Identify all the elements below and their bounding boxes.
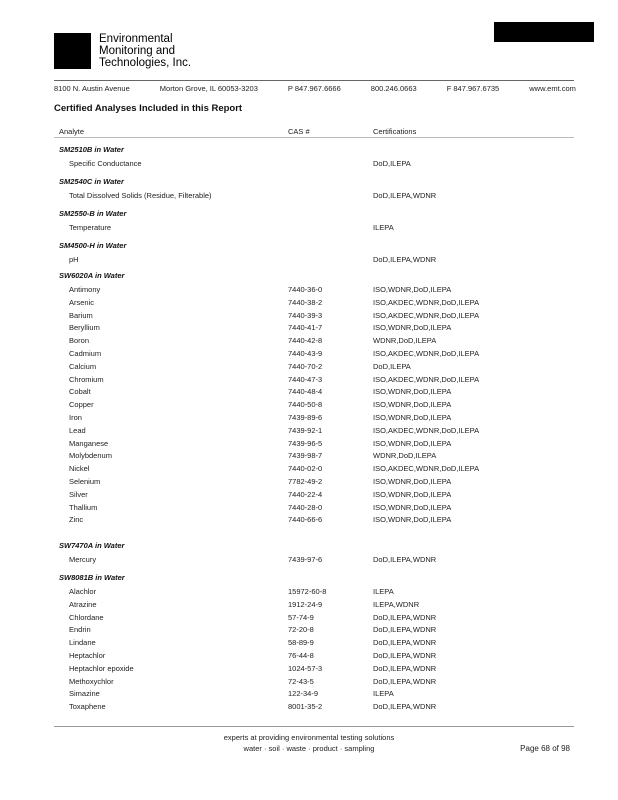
method-section-title: SM2510B in Water [59, 145, 124, 154]
cas-cell: 122-34-9 [288, 689, 319, 699]
table-row [0, 651, 618, 664]
company-logo [54, 33, 91, 69]
analyte-cell: Nickel [69, 464, 90, 474]
contact-city: Morton Grove, IL 60053-3203 [159, 84, 258, 93]
analyte-cell: Temperature [69, 223, 112, 232]
footer-services: water · soil · waste · product · sampling [243, 744, 375, 753]
table-row [0, 503, 618, 516]
certifications-cell: DoD,ILEPA,WDNR [373, 555, 437, 564]
certifications-cell: DoD,ILEPA,WDNR [373, 676, 437, 686]
method-section-title: SM2550-B in Water [59, 209, 127, 218]
cas-cell: 7440-43-9 [288, 349, 323, 358]
contact-tollfree: 800.246.0663 [370, 84, 417, 93]
certifications-cell: DoD,ILEPA [373, 159, 411, 168]
company-name-line-3: Technologies, Inc. [99, 57, 192, 69]
table-row [0, 515, 618, 528]
table-row [0, 451, 618, 464]
table-row [0, 223, 618, 236]
table-row [0, 285, 618, 298]
certifications-cell: ISO,WDNR,DoD,ILEPA [373, 502, 452, 512]
table-row [0, 477, 618, 490]
column-header-analyte: Analyte [59, 127, 85, 136]
analyte-cell: Silver [69, 489, 88, 499]
table-row [0, 625, 618, 638]
analyte-cell: Lead [69, 425, 86, 435]
table-row [0, 464, 618, 477]
table-row [0, 311, 618, 324]
analyte-cell: Endrin [69, 625, 91, 635]
analyte-cell: Methoxychlor [69, 676, 114, 686]
cas-cell: 7440-50-8 [288, 400, 323, 410]
certifications-cell: ISO,WDNR,DoD,ILEPA [373, 477, 452, 486]
certifications-cell: ISO,AKDEC,WDNR,DoD,ILEPA [373, 374, 480, 384]
header-divider [54, 80, 574, 81]
certifications-cell: DoD,ILEPA,WDNR [373, 625, 437, 635]
table-row [0, 336, 618, 349]
cas-cell: 7440-38-2 [288, 297, 323, 307]
certifications-cell: DoD,ILEPA [373, 361, 411, 371]
analyte-cell: pH [69, 255, 79, 264]
certifications-cell: DoD,ILEPA,WDNR [373, 255, 437, 264]
analyte-cell: Zinc [69, 515, 84, 525]
analyte-cell: Toxaphene [69, 702, 106, 712]
cas-cell: 15972-60-8 [288, 587, 327, 596]
certifications-cell: ISO,AKDEC,WDNR,DoD,ILEPA [373, 464, 480, 474]
cas-cell: 7440-47-3 [288, 374, 323, 384]
certifications-cell: ISO,WDNR,DoD,ILEPA [373, 515, 452, 525]
contact-web: www.emt.com [529, 84, 576, 93]
table-row [0, 298, 618, 311]
table-row [0, 362, 618, 375]
cas-cell: 7440-28-0 [288, 502, 323, 512]
certifications-cell: ISO,AKDEC,WDNR,DoD,ILEPA [373, 297, 480, 307]
analyte-cell: Alachlor [69, 587, 97, 596]
analyte-cell: Simazine [69, 689, 100, 699]
analyte-cell: Chromium [69, 374, 104, 384]
company-name-line-1: Environmental [99, 33, 173, 45]
cas-cell: 7440-22-4 [288, 489, 323, 499]
table-row [0, 638, 618, 651]
cas-cell: 7440-41-7 [288, 323, 323, 333]
certifications-cell: ISO,WDNR,DoD,ILEPA [373, 400, 452, 410]
analyte-cell: Calcium [69, 361, 97, 371]
cas-cell: 8001-35-2 [288, 702, 323, 712]
cas-cell: 7439-92-1 [288, 425, 323, 435]
certifications-cell: DoD,ILEPA,WDNR [373, 702, 437, 712]
cas-cell: 7439-96-5 [288, 438, 323, 448]
page-number: Page 68 of 98 [520, 744, 570, 753]
report-title: Certified Analyses Included in this Report [54, 103, 243, 114]
cas-cell: 7440-02-0 [288, 464, 323, 474]
analyte-cell: Arsenic [69, 297, 95, 307]
table-row [0, 490, 618, 503]
certifications-cell: ISO,WDNR,DoD,ILEPA [373, 387, 452, 397]
table-row [0, 587, 618, 600]
certifications-cell: ILEPA [373, 587, 394, 596]
analyte-cell: Heptachlor epoxide [69, 663, 134, 673]
analyte-cell: Molybdenum [69, 451, 112, 461]
analyte-cell: Selenium [69, 477, 101, 486]
certifications-cell: WDNR,DoD,ILEPA [373, 336, 437, 346]
table-row [0, 613, 618, 626]
certifications-cell: ISO,AKDEC,WDNR,DoD,ILEPA [373, 310, 480, 320]
analyte-cell: Thallium [69, 502, 98, 512]
table-row [0, 159, 618, 172]
certifications-cell: DoD,ILEPA,WDNR [373, 651, 437, 660]
analyte-cell: Total Dissolved Solids (Residue, Filterable) [69, 191, 212, 200]
column-header-certifications: Certifications [373, 127, 417, 136]
table-row [0, 191, 618, 204]
certifications-cell: DoD,ILEPA,WDNR [373, 638, 437, 648]
table-row [0, 375, 618, 388]
table-row [0, 600, 618, 613]
cas-cell: 57-74-9 [288, 612, 314, 622]
footer-divider [54, 726, 574, 727]
certifications-cell: ISO,WDNR,DoD,ILEPA [373, 285, 452, 294]
certifications-cell: ILEPA [373, 223, 394, 232]
cas-cell: 7440-36-0 [288, 285, 323, 294]
company-name-line-2: Monitoring and [99, 45, 176, 57]
table-row [0, 349, 618, 362]
analyte-cell: Cobalt [69, 387, 91, 397]
cas-cell: 72-20-8 [288, 625, 314, 635]
cas-cell: 1912-24-9 [288, 599, 323, 609]
method-section-title: SM2540C in Water [59, 177, 124, 186]
analyte-cell: Atrazine [69, 599, 97, 609]
analyte-cell: Boron [69, 336, 90, 346]
cas-cell: 7440-48-4 [288, 387, 323, 397]
table-row [0, 255, 618, 268]
cas-cell: 7439-98-7 [288, 451, 323, 461]
method-section-title: SM4500-H in Water [59, 241, 127, 250]
analyte-cell: Manganese [69, 438, 109, 448]
certifications-cell: ISO,WDNR,DoD,ILEPA [373, 489, 452, 499]
table-row [0, 689, 618, 702]
cas-cell: 1024-57-3 [288, 663, 323, 673]
cas-cell: 7440-66-6 [288, 515, 323, 525]
certifications-cell: ISO,WDNR,DoD,ILEPA [373, 438, 452, 448]
analyte-cell: Beryllium [69, 323, 100, 333]
cas-cell: 58-89-9 [288, 638, 314, 648]
cas-cell: 7782-49-2 [288, 477, 323, 486]
table-row [0, 413, 618, 426]
analyte-cell: Iron [69, 413, 82, 422]
certifications-cell: ISO,AKDEC,WDNR,DoD,ILEPA [373, 425, 480, 435]
certifications-cell: ISO,WDNR,DoD,ILEPA [373, 323, 452, 333]
footer-tagline: experts at providing environmental testing solutions [223, 733, 395, 742]
column-header-divider [54, 137, 574, 138]
contact-address: 8100 N. Austin Avenue [54, 84, 130, 93]
table-row [0, 702, 618, 715]
analyte-cell: Heptachlor [69, 651, 106, 660]
certifications-cell: DoD,ILEPA,WDNR [373, 663, 437, 673]
cas-cell: 76-44-8 [288, 651, 314, 660]
method-section-title: SW8081B in Water [59, 573, 125, 582]
certifications-cell: DoD,ILEPA,WDNR [373, 191, 437, 200]
analyte-cell: Antimony [69, 285, 101, 294]
cas-cell: 7440-70-2 [288, 361, 323, 371]
table-row [0, 555, 618, 568]
cas-cell: 7440-42-8 [288, 336, 323, 346]
cas-cell: 7439-97-6 [288, 555, 323, 564]
cas-cell: 72-43-5 [288, 676, 314, 686]
table-row [0, 426, 618, 439]
company-name [99, 33, 191, 69]
certifications-cell: WDNR,DoD,ILEPA [373, 451, 437, 461]
analyte-cell: Specific Conductance [69, 159, 142, 168]
contact-fax: F 847.967.6735 [446, 84, 500, 93]
table-row [0, 677, 618, 690]
certifications-cell: ISO,AKDEC,WDNR,DoD,ILEPA [373, 349, 480, 358]
table-row [0, 387, 618, 400]
certifications-cell: DoD,ILEPA,WDNR [373, 612, 437, 622]
table-row [0, 664, 618, 677]
redaction-bar [494, 22, 594, 42]
analyte-cell: Copper [69, 400, 94, 410]
certifications-cell: ILEPA [373, 689, 394, 699]
certifications-cell: ILEPA,WDNR [373, 599, 420, 609]
contact-phone: P 847.967.6666 [287, 84, 341, 93]
method-section-title: SW6020A in Water [59, 271, 125, 280]
method-section-title: SW7470A in Water [59, 541, 125, 550]
cas-cell: 7439-89-6 [288, 413, 323, 422]
table-row [0, 400, 618, 413]
table-row [0, 439, 618, 452]
column-header-cas: CAS # [288, 127, 310, 136]
analyte-cell: Cadmium [69, 349, 102, 358]
contact-line [54, 84, 576, 93]
analyte-cell: Barium [69, 310, 93, 320]
analyte-cell: Lindane [69, 638, 96, 648]
analyte-cell: Chlordane [69, 612, 104, 622]
cas-cell: 7440-39-3 [288, 310, 323, 320]
certifications-cell: ISO,WDNR,DoD,ILEPA [373, 413, 452, 422]
table-row [0, 323, 618, 336]
analyte-cell: Mercury [69, 555, 97, 564]
